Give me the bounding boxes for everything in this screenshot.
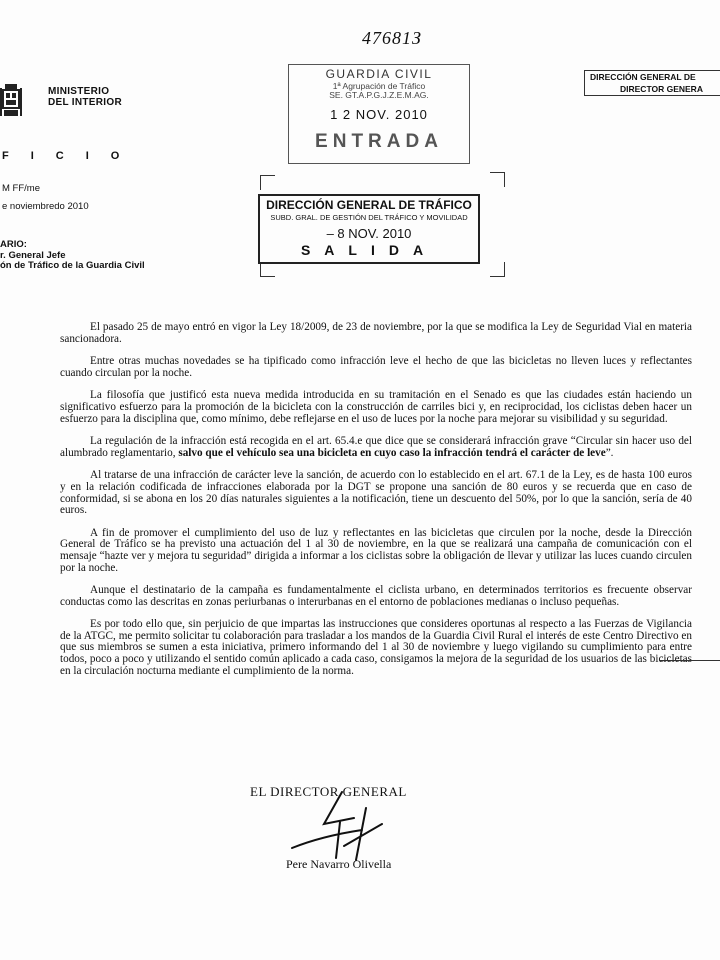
salida-stamp-line2: SUBD. GRAL. DE GESTIÓN DEL TRÁFICO Y MOVILIDAD bbox=[270, 213, 468, 222]
entrada-stamp-line1: GUARDIA CIVIL bbox=[325, 67, 433, 81]
reference-code: M FF/me bbox=[2, 183, 40, 194]
corner-mark-bottom-right bbox=[490, 262, 505, 277]
handwritten-signature bbox=[282, 788, 392, 868]
recipient-label: ARIO: bbox=[0, 239, 27, 250]
handwritten-registry-number: 47681З bbox=[362, 28, 422, 48]
salida-stamp-line1: DIRECCIÓN GENERAL DE TRÁFICO bbox=[266, 198, 472, 212]
corner-mark-top-left bbox=[260, 175, 275, 190]
dgt-header-line1: DIRECCIÓN GENERAL DE bbox=[590, 72, 696, 82]
ministry-line2: DEL INTERIOR bbox=[48, 97, 122, 108]
paragraph-4-text: La regulación de la infracción está recogida en el art. 65.4.e que dice que se considerará infracción grave “Circular sin hacer uso del alumbrado reglamentario, bbox=[60, 435, 692, 459]
recipient-line1: r. General Jefe bbox=[0, 249, 66, 261]
paragraph-5: Al tratarse de una infracción de carácter leve la sanción, de acuerdo con lo establecido en el art. 67.1 de la Ley, es de hasta 100 euros y en la relación codificada de infracciones elaborada por la DGT se propone una sanción de 80 euros y se recuerda que en caso de conformidad, si se abona en los 20 días naturales siguientes a la notificación, tiene un descuento del 50%, por lo que la sanción, sería de 40 euros. bbox=[60, 469, 692, 517]
oficio-label: FICIO bbox=[2, 150, 142, 162]
coat-of-arms-icon bbox=[0, 84, 22, 118]
paragraph-4-bold: salvo que el vehículo sea una bicicleta en cuyo caso la infracción tendrá el carácter de leve bbox=[178, 446, 606, 459]
corner-mark-bottom-left bbox=[260, 262, 275, 277]
entrada-stamp-line2: 1ª Agrupación de Tráfico bbox=[332, 81, 426, 91]
paragraph-4 bbox=[60, 436, 692, 459]
paragraph-7: Aunque el destinatario de la campaña es fundamentalmente el ciclista urbano, en determinados territorios es frecuente observar conductas como las descritas en zonas periurbanas o interurbanas en el entorno de poblaciones medianas o incluso pequeñas. bbox=[60, 584, 692, 608]
signature-title: EL DIRECTOR GENERAL bbox=[250, 784, 407, 799]
paragraph-3: La filosofía que justificó esta nueva medida introducida en su tramitación en el Senado es que las ciudades están haciendo un significativo esfuerzo para la promoción de la bicicleta con la construcción de carriles bici y, en reciprocidad, los ciclistas deben hacer un esfuerzo para la disciplina que, como mínimo, debe reflejarse en el uso de luces por la noche para mejorar su visibilidad y su seguridad. bbox=[60, 389, 692, 425]
paragraph-8: Es por todo ello que, sin perjuicio de que impartas las instrucciones que consideres oportunas al respecto a las Fuerzas de Vigilancia de la ATGC, me permito solicitar tu colaboración para trasladar a los mandos de la Guardia Civil Rural el interés de este Centro Directivo en que sus miembros se sumen a esta iniciativa, primero informando del 1 al 30 de noviembre y luego vigilando su cumplimiento para entre todos, poco a poco y utilizando el sentido común aplicado a cada caso, consigamos la mejora de la seguridad de los usuarios de las bicicletas en la circulación nocturna mediante el cumplimiento de la norma. bbox=[60, 618, 692, 677]
paragraph-2: Entre otras muchas novedades se ha tipificado como infracción leve el hecho de que las bicicletas no lleven luces y reflectantes cuando circulan por la noche. bbox=[60, 355, 692, 379]
document-date: e noviembredo 2010 bbox=[2, 201, 89, 212]
dgt-header-line2: DIRECTOR GENERA bbox=[620, 84, 703, 94]
reference-block bbox=[2, 182, 89, 214]
ministry-line1: MINISTERIO bbox=[48, 86, 110, 97]
salida-stamp bbox=[258, 194, 480, 264]
ministry-name bbox=[48, 86, 122, 108]
paragraph-6: A fin de promover el cumplimiento del uso de luz y reflectantes en las bicicletas que circulen por la noche, desde la Dirección General de Tráfico se ha previsto una actuación del 1 al 30 de noviembre, en la que se realizará una campaña de comunicación con el mensaje “hazte ver y mejora tu seguridad” dirigida a informar a los ciclistas sobre la obligación de llevar y utilizar las luces cuando circulen por la noche. bbox=[60, 526, 692, 574]
recipient-block bbox=[0, 240, 145, 272]
salida-stamp-date: – 8 NOV. 2010 bbox=[326, 226, 412, 241]
entrada-stamp-date: 1 2 NOV. 2010 bbox=[330, 107, 428, 122]
paragraph-4-end: ”. bbox=[605, 446, 614, 459]
signatory-name: Pere Navarro Olivella bbox=[286, 857, 392, 871]
entrada-stamp-line3: SE. GT.A.P.G.J.Z.E.M.AG. bbox=[329, 90, 429, 100]
salida-stamp-label: SALIDA bbox=[300, 242, 438, 258]
recipient-line2: ón de Tráfico de la Guardia Civil bbox=[0, 260, 145, 271]
margin-rule bbox=[660, 660, 720, 661]
entrada-stamp-label: ENTRADA bbox=[315, 131, 443, 152]
corner-mark-top-right bbox=[490, 172, 505, 187]
entrada-stamp bbox=[288, 64, 470, 164]
paragraph-1: El pasado 25 de mayo entró en vigor la Ley 18/2009, de 23 de noviembre, por la que se modifica la Ley de Seguridad Vial en materia sancionadora. bbox=[60, 321, 692, 345]
letter-body bbox=[60, 322, 692, 688]
